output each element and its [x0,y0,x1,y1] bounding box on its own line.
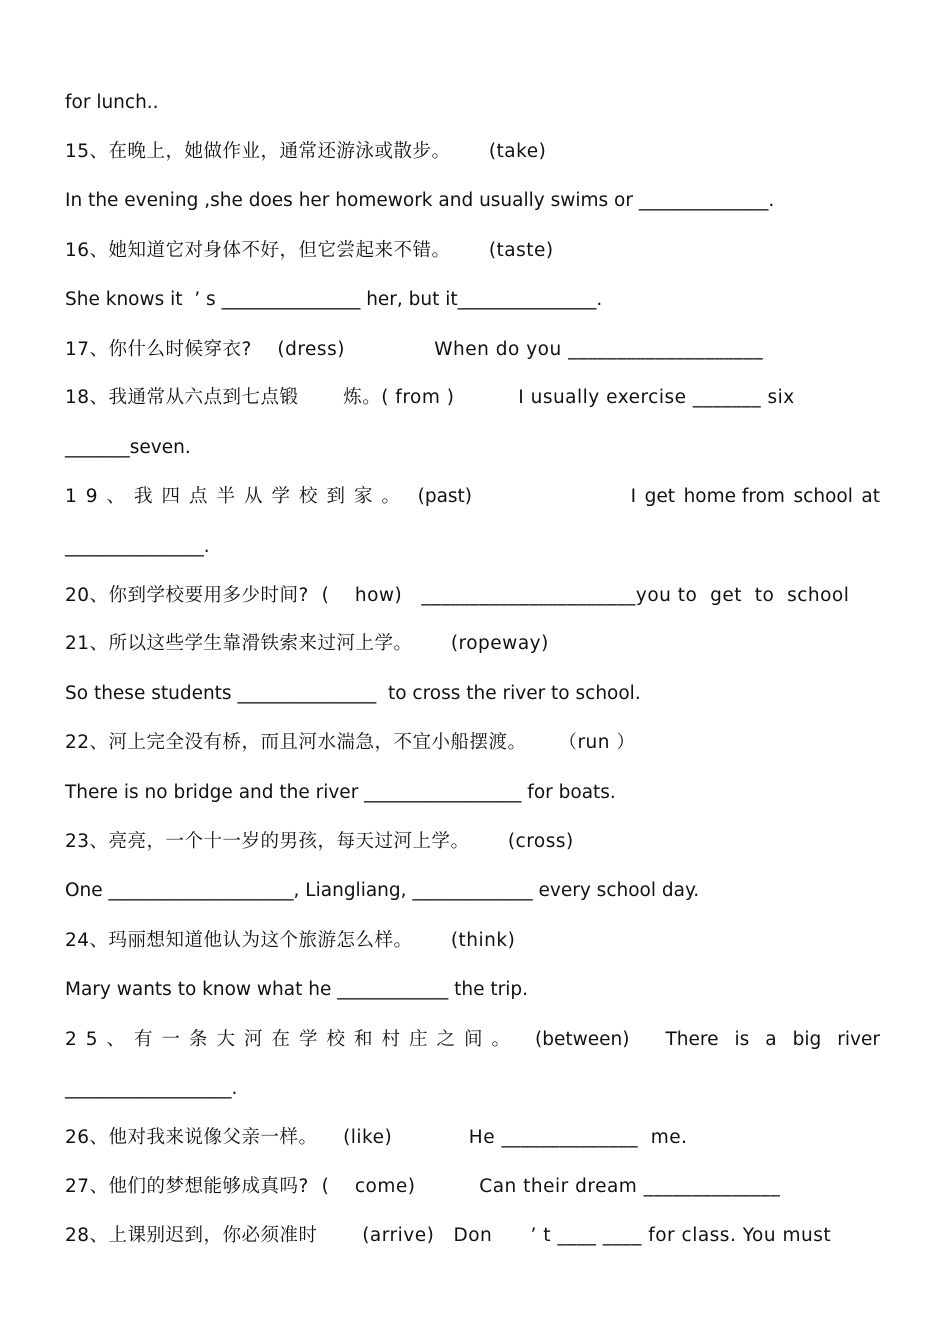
question-19-word: school [793,486,853,507]
question-21: 21、所以这些学生靠滑铁索来过河上学。 (ropeway) [65,633,549,654]
question-22: 22、河上完全没有桥，而且河水湍急，不宜小船摆渡。 （run ） [65,732,636,753]
question-24: 24、玛丽想知道他认为这个旅游怎么样。 (think) [65,930,516,951]
answer-line-18: _______seven. [65,437,191,458]
question-20: 20、你到学校要用多少时间? ( how) ______________________you to get to school [65,585,850,606]
question-25-word: is [734,1029,750,1050]
question-19-word: I [630,486,637,507]
question-25 [65,1028,880,1052]
question-25-word: There [665,1029,719,1050]
question-25-word: river [837,1029,880,1050]
question-18: 18、我通常从六点到七点锻 炼。( from ) I usually exercise _______ six [65,387,795,408]
question-23: 23、亮亮，一个十一岁的男孩，每天过河上学。 (cross) [65,831,574,852]
answer-line-23: One ____________________, Liangliang, _____________ every school day. [65,880,700,901]
question-27: 27、他们的梦想能够成真吗? ( come) Can their dream ______________ [65,1176,781,1197]
question-19-chinese: 19、我四点半从学校到家。 [65,486,410,507]
question-26: 26、他对我来说像父亲一样。 (like) He ______________ me. [65,1127,688,1148]
question-15: 15、在晚上，她做作业，通常还游泳或散步。 (take) [65,141,547,162]
question-25-chinese: 25、有一条大河在学校和村庄之间。 [65,1029,520,1050]
question-19-word: home from [683,486,785,507]
answer-line-15: In the evening ,she does her homework and usually swims or ______________. [65,190,775,211]
question-25-word: a [765,1029,777,1050]
answer-line-25: __________________. [65,1078,238,1099]
answer-line-19: _______________. [65,536,210,557]
question-19-word: get [644,486,676,507]
question-25-word: big [792,1029,822,1050]
answer-line-24: Mary wants to know what he ____________ the trip. [65,979,528,1000]
question-19 [65,485,880,509]
question-25-hint: (between) [535,1029,630,1050]
question-16: 16、她知道它对身体不好，但它尝起来不错。 (taste) [65,240,554,261]
text-line: for lunch.. [65,92,159,113]
question-19-word: at [861,486,880,507]
question-28: 28、上课别迟到，你必须准时 (arrive) Don ’ t ____ ____ for class. You must [65,1225,832,1246]
answer-line-16: She knows it ’ s _______________ her, but it_______________. [65,289,603,310]
question-17: 17、你什么时候穿衣? (dress) When do you ____________________ [65,339,764,360]
answer-line-22: There is no bridge and the river _________________ for boats. [65,782,616,803]
question-19-hint: (past) [417,486,473,507]
answer-line-21: So these students _______________ to cross the river to school. [65,683,641,704]
